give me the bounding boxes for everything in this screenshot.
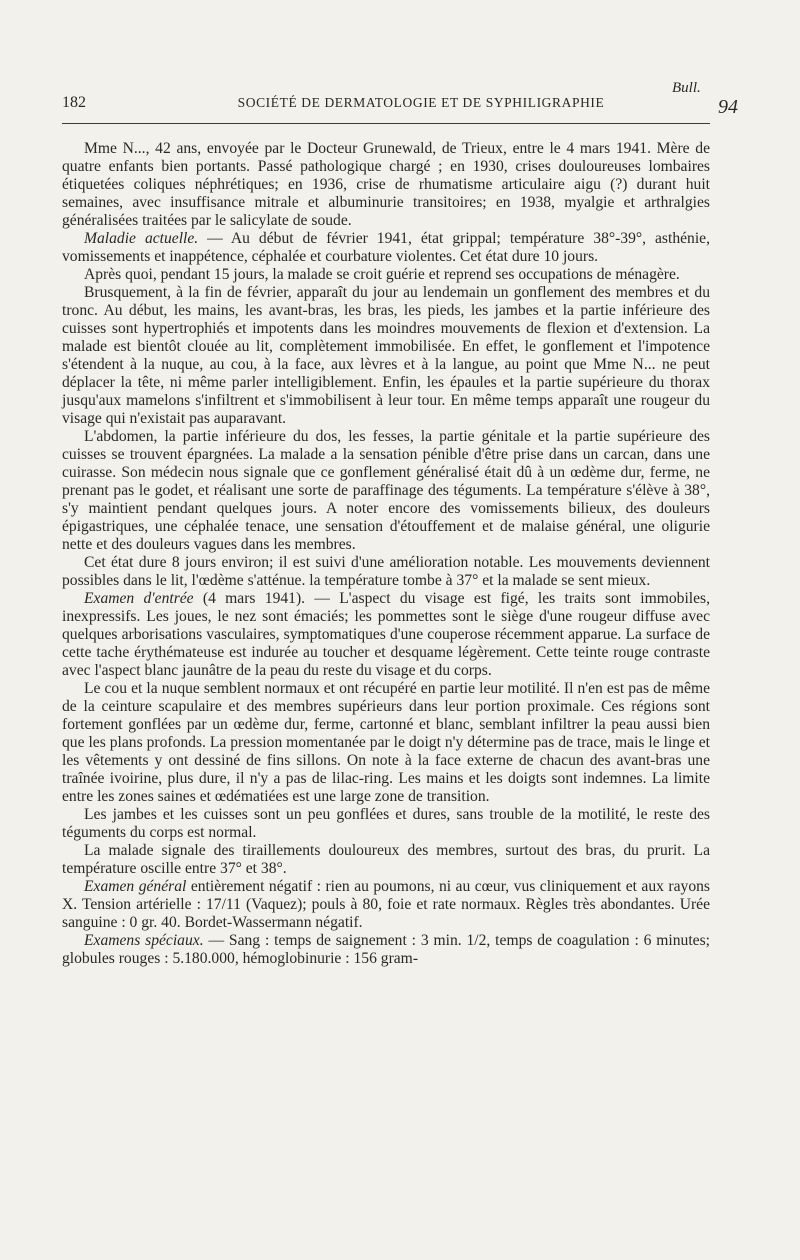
paragraph: Le cou et la nuque semblent normaux et ont récupéré en partie leur motilité. Il n'en est pas de même de la ceinture scapulaire et des membres supérieurs dans leur portion proximale. Ces régions sont fortement gonflées par un œdème dur, ferme, cartonné et blanc, semblant infiltrer la peau aussi bien que les plans profonds. La pression momentanée par le doigt n'y détermine pas de trace, mais le linge et les vêtements y ont dessiné de fins sillons. On note à la face externe de chacun des avant-bras une traînée ivoirine, plus dure, il n'y a pas de lilac-ring. Les mains et les doigts sont indemnes. La limite entre les zones saines et œdématiées est une large zone de transition. — [62, 680, 710, 805]
paragraph-lead: Examen général — [84, 878, 187, 895]
paragraph: Examen d'entrée (4 mars 1941). — L'aspect du visage est figé, les traits sont immobiles, inexpressifs. Les joues, le nez sont émaciés; les pommettes sont le siège d'une rougeur diffuse avec quelques arborisations vasculaires, symptomatiques d'une couperose récemment apparue. La surface de cette tache érythémateuse est indurée au toucher et desquame légèrement. Cette teinte rouge contraste avec l'aspect blanc jaunâtre de la peau du reste du visage et du corps. — [62, 590, 710, 679]
volume-number: 94 — [718, 96, 738, 118]
paragraph: L'abdomen, la partie inférieure du dos, les fesses, la partie génitale et la partie supérieure des cuisses se trouvent épargnées. La malade a la sensation pénible d'être prise dans un carcan, dans une cuirasse. Son médecin nous signale que ce gonflement généralisé était dû à un œdème dur, ferme, ne prenant pas le godet, et réalisant une sorte de paraffinage des téguments. La température s'élève à 38°, s'y maintient pendant quelques jours. A noter encore des vomissements bilieux, des douleurs épigastriques, une céphalée tenace, une sensation d'étouffement et de malaise général, une oligurie nette et des douleurs vagues dans les membres. — [62, 428, 710, 553]
paragraph-lead: Examens spéciaux. — [84, 932, 204, 949]
page-number: 182 — [62, 94, 86, 111]
header-rule — [62, 123, 710, 124]
running-title: SOCIÉTÉ DE DERMATOLOGIE ET DE SYPHILIGRAPHIE — [237, 95, 605, 110]
article-body — [62, 140, 710, 968]
paragraph: Mme N..., 42 ans, envoyée par le Docteur Grunewald, de Trieux, entre le 4 mars 1941. Mère de quatre enfants bien portants. Passé pathologique chargé ; en 1930, crises douloureuses lombaires étiquetées coliques néphrétiques; en 1936, crise de rhumatisme articulaire aigu (?) durant huit semaines, avec insuffisance mitrale et albuminurie transitoires; en 1938, myalgie et arthralgies généralisées traitées par le salicylate de soude. — [62, 140, 710, 229]
paragraph: Examens spéciaux. — Sang : temps de saignement : 3 min. 1/2, temps de coagulation : 6 minutes; globules rouges : 5.180.000, hémoglobinurie : 156 gram- — [62, 932, 710, 967]
paragraph: Maladie actuelle. — Au début de février 1941, état grippal; température 38°-39°, asthénie, vomissements et inappétence, céphalée et courbature violentes. Cet état dure 10 jours. — [62, 230, 710, 265]
paragraph: Brusquement, à la fin de février, apparaît du jour au lendemain un gonflement des membres et du tronc. Au début, les mains, les avant-bras, les bras, les pieds, les jambes et la partie inférieure des cuisses sont hypertrophiés et impotents dans les moindres mouvements de flexion et d'extension. La malade est bientôt clouée au lit, complètement immobilisée. En effet, le gonflement et l'impotence s'étendent à la nuque, au cou, à la face, aux lèvres et à la langue, au point que Mme N... ne peut déplacer la tête, ni même parler intelligiblement. Enfin, les épaules et la partie supérieure du thorax jusqu'aux mamelons s'infiltrent et s'immobilisent à leur tour. En même temps apparaît une rougeur du visage qui n'existait pas auparavant. — [62, 284, 710, 427]
paragraph: Examen général entièrement négatif : rien au poumons, ni au cœur, vus cliniquement et aux rayons X. Tension artérielle : 17/11 (Vaquez); pouls à 80, foie et rate normaux. Règles très abondantes. Urée sanguine : 0 gr. 40. Bordet-Wassermann négatif. — [62, 878, 710, 931]
paragraph: La malade signale des tiraillements douloureux des membres, surtout des bras, du prurit. La température oscille entre 37° et 38°. — [62, 842, 710, 877]
paragraph: Cet état dure 8 jours environ; il est suivi d'une amélioration notable. Les mouvements deviennent possibles dans le lit, l'œdème s'atténue. la température tombe à 37° et la malade se sent mieux. — [62, 554, 710, 589]
page-header — [62, 94, 738, 118]
paragraph: Les jambes et les cuisses sont un peu gonflées et dures, sans trouble de la motilité, le reste des téguments du corps est normal. — [62, 806, 710, 841]
paragraph: Après quoi, pendant 15 jours, la malade se croit guérie et reprend ses occupations de ménagère. — [84, 266, 680, 283]
bulletin-label: Bull. — [672, 80, 701, 96]
paragraph-lead: Maladie actuelle. — [84, 230, 199, 247]
paragraph-lead: Examen d'entrée — [84, 590, 194, 607]
